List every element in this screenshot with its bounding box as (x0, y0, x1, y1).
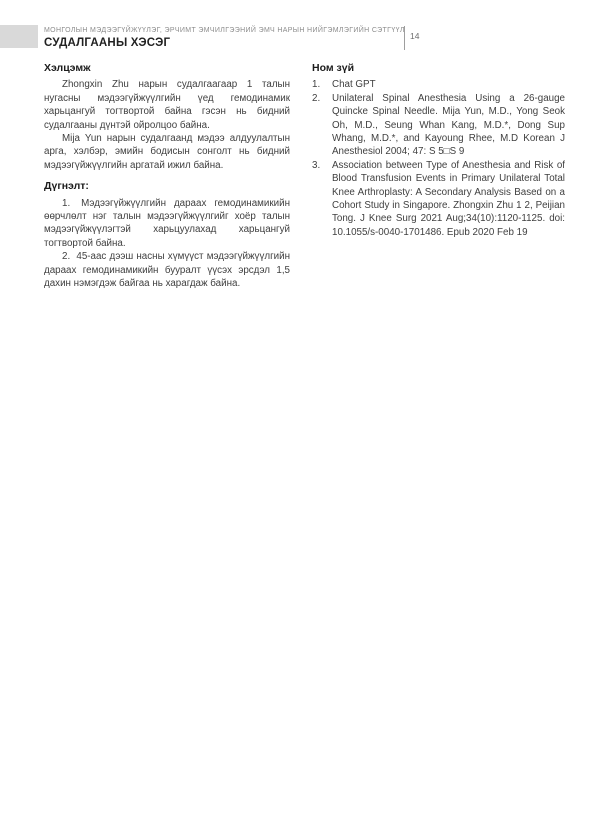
discussion-paragraph: Zhongxin Zhu нарын судалгаагаар 1 талын нугасны мэдээгүйжүүлгийн үед гемодинамик харьцангуй тогтвортой байна гэсэн нь бидний судалгааны дүнтэй ойролцоо байна. (44, 79, 290, 131)
left-column (44, 62, 290, 291)
right-column (312, 62, 565, 291)
discussion-paragraph: Mija Yun нарын судалгаанд мэдээ алдуулалтын арга, хэлбэр, эмийн бодисын сонголт нь бидний мэдээгүйжүүлгийн аргатай ижил байна. (44, 133, 290, 171)
reference-text: Association between Type of Anesthesia and Risk of Blood Transfusion Events in Primary Unilateral Total Knee Arthroplasty: A Secondary Analysis Based on a Cohort Study in Singapore. Zhongxin Zhu 1 2, Peijian Tong. J Knee Surg 2021 Aug;34(10):1120-1125. doi: 10.1055/s-0040-1701486. Epub 2020 Feb 19 (332, 159, 565, 238)
reference-text: Chat GPT (332, 79, 376, 91)
section-title: СУДАЛГААНЫ ХЭСЭГ (44, 37, 171, 49)
conclusion-item-number: 1. (62, 197, 71, 209)
reference-item (312, 92, 565, 159)
page-number-divider (404, 26, 405, 50)
reference-number: 1. (312, 79, 321, 91)
reference-text: Unilateral Spinal Anesthesia Using a 26-gauge Quincke Spinal Needle. Mija Yun, M.D., Yong Seok Oh, M.D., Seung Whan Kang, M.D.*, Dong Sup Whang, M.D.*, and Kayoung Rhee, M.D Korean J Anesthesiol 2004; 47: S 5□S 9 (332, 92, 565, 158)
reference-number: 2. (312, 92, 321, 104)
conclusion-item (44, 197, 290, 251)
page-header (44, 27, 405, 49)
reference-item (312, 159, 565, 239)
body-columns (44, 62, 565, 291)
conclusion-item-text: 45-аас дээш насны хүмүүст мэдээгүйжүүлгийн дараах гемодинамикийн бууралт үүсэх эрсдэл 1,5 дахин нэмэгдэж байгаа нь харагдаж байна. (44, 251, 290, 290)
references-heading: Ном зүй (312, 62, 355, 74)
conclusion-heading: Дүгнэлт: (44, 180, 89, 193)
reference-number: 3. (312, 159, 321, 171)
page-number: 14 (410, 31, 420, 41)
journal-title: МОНГОЛЫН МЭДЭЭГҮЙЖҮҮЛЭГ, ЭРЧИМТ ЭМЧИЛГЭЭНИЙ ЭМЧ НАРЫН НИЙГЭМЛЭГИЙН СЭТГҮҮЛ (44, 27, 405, 34)
margin-tag-block (0, 25, 38, 48)
reference-item (312, 78, 565, 91)
discussion-heading: Хэлцэмж (44, 62, 91, 74)
conclusion-item (44, 250, 290, 290)
conclusion-item-number: 2. (62, 251, 71, 263)
conclusion-item-text: Мэдээгүйжүүлгийн дараах гемодинамикийн өөрчлөлт нэг талын мэдээгүйжүүлгийг хоёр талын мэдээгүйжүүлэгтэй харьцуулахад харьцангуй тогтвортой байна. (44, 197, 290, 249)
